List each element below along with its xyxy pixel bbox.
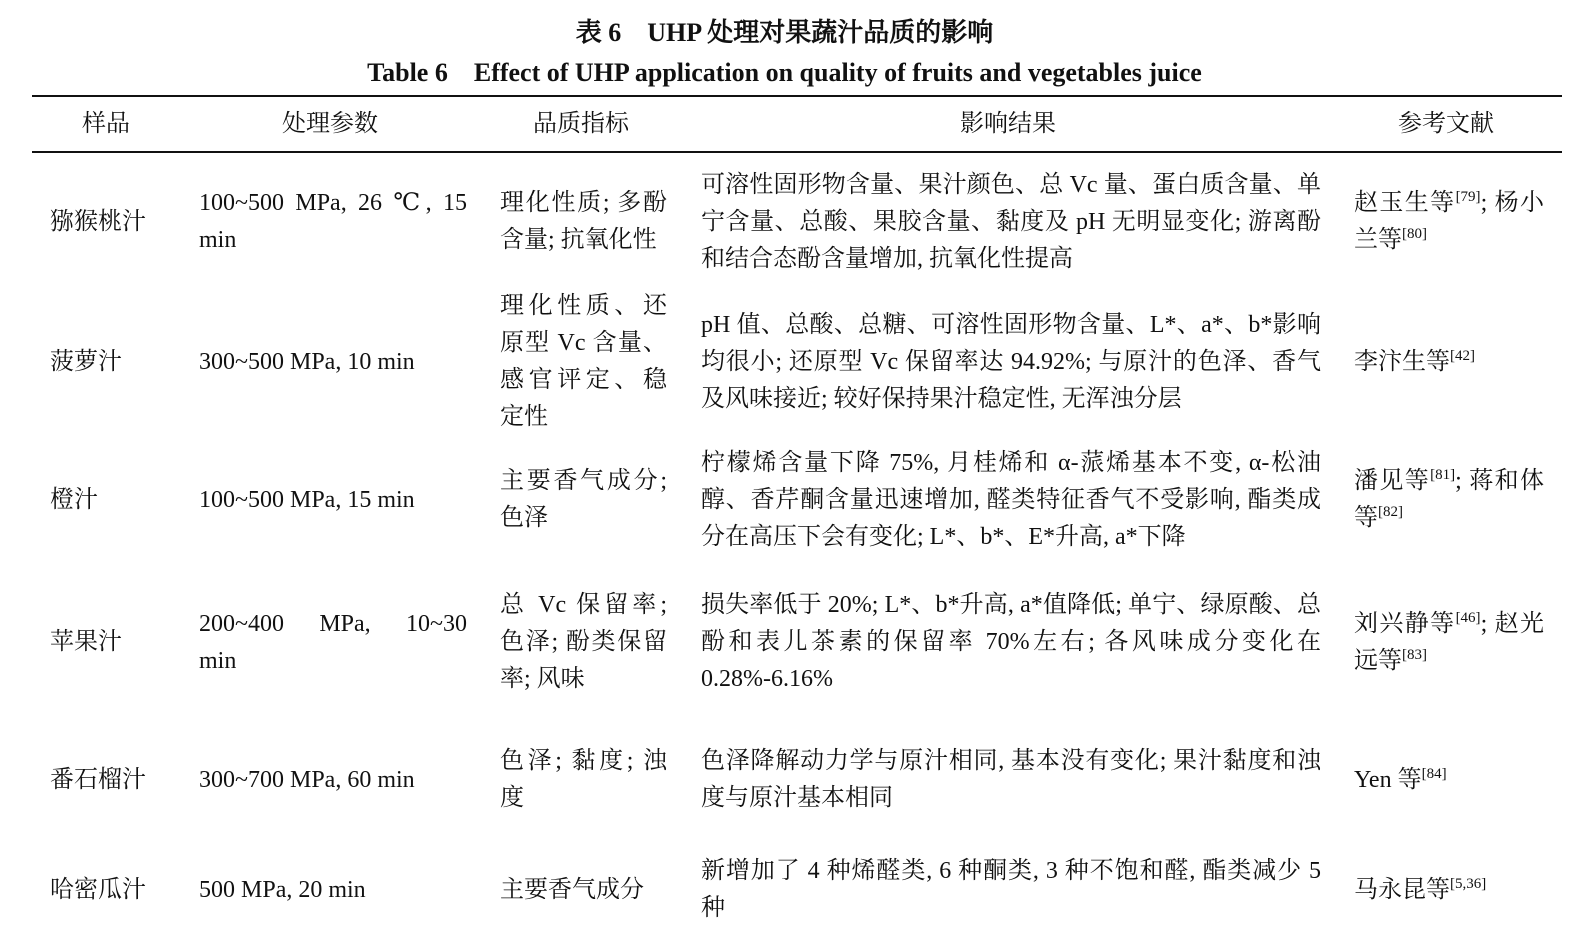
reference-author: Yen 等	[1354, 766, 1422, 793]
reference-cell	[1354, 606, 1544, 680]
sample-cell: 番石榴汁	[50, 766, 146, 793]
reference-author: 刘兴静等	[1354, 610, 1456, 637]
reference-cell	[1354, 762, 1544, 799]
indicators-cell: 总 Vc 保留率; 色泽; 酚类保留率; 风味	[500, 592, 667, 692]
indicators-cell: 主要香气成分; 色泽	[500, 468, 667, 531]
citation-number: [79]	[1455, 189, 1481, 205]
sample-cell: 苹果汁	[50, 629, 122, 655]
citation-number: [83]	[1402, 646, 1427, 663]
table-caption-chinese: 表 6 UHP 处理对果蔬汁品质的影响	[575, 18, 994, 47]
citation-number: [42]	[1450, 347, 1475, 364]
table-row	[0, 845, 1569, 935]
citation-number: [81]	[1430, 467, 1456, 483]
reference-cell	[1354, 872, 1544, 909]
sample-cell: 猕猴桃汁	[50, 208, 146, 235]
table-row	[0, 152, 1569, 292]
reference-author: 赵玉生等	[1354, 190, 1456, 216]
reference-author: 赵光远等	[1354, 610, 1545, 674]
sample-cell: 菠萝汁	[50, 348, 122, 375]
citation-number: [46]	[1455, 609, 1481, 626]
reference-author: 马永昆等	[1354, 876, 1450, 903]
citation-number: [5,36]	[1450, 875, 1487, 892]
indicators-cell: 主要香气成分	[500, 876, 644, 903]
header-params: 处理参数	[282, 110, 378, 137]
citation-number: [84]	[1421, 765, 1447, 782]
separator: ;	[1455, 468, 1470, 494]
params-cell: 100~500 MPa, 26 ℃, 15 min	[199, 190, 467, 253]
results-cell: 新增加了 4 种烯醛类, 6 种酮类, 3 种不饱和醛, 酯类减少 5 种	[701, 858, 1321, 921]
results-cell: 损失率低于 20%; L*、b*升高, a*值降低; 单宁、绿原酸、总酚和表儿茶素的保留率 70%左右; 各风味成分变化在 0.28%-6.16%	[701, 592, 1321, 692]
table-caption-english: Table 6 Effect of UHP application on quality of fruits and vegetables juice	[367, 58, 1202, 87]
reference-author: 李汴生等	[1354, 348, 1450, 375]
header-sample: 样品	[82, 110, 130, 137]
table-row	[0, 715, 1569, 845]
header-results: 影响结果	[960, 110, 1056, 137]
citation-number: [80]	[1402, 226, 1427, 242]
params-cell: 300~700 MPa, 60 min	[199, 766, 415, 793]
reference-cell	[1354, 463, 1544, 537]
params-cell: 500 MPa, 20 min	[199, 876, 366, 903]
reference-author: 蒋和体等	[1354, 468, 1545, 531]
params-cell: 300~500 MPa, 10 min	[199, 348, 415, 375]
table-row	[0, 570, 1569, 715]
indicators-cell: 理化性质、还原型 Vc 含量、感官评定、稳定性	[500, 293, 667, 430]
results-cell: 色泽降解动力学与原汁相同, 基本没有变化; 果汁黏度和浊度与原汁基本相同	[701, 748, 1321, 811]
header-references: 参考文献	[1398, 110, 1494, 137]
sample-cell: 橙汁	[50, 486, 98, 513]
reference-cell	[1354, 185, 1544, 259]
reference-author: 杨小兰等	[1354, 190, 1545, 253]
table-row	[0, 430, 1569, 570]
table-header	[0, 97, 1569, 151]
indicators-cell: 色泽; 黏度; 浊度	[500, 748, 667, 811]
params-cell: 200~400 MPa, 10~30 min	[199, 610, 467, 674]
citation-number: [82]	[1378, 504, 1403, 520]
table-row	[0, 292, 1569, 432]
results-cell: 柠檬烯含量下降 75%, 月桂烯和 α-蒎烯基本不变, α-松油醇、香芹酮含量迅速增加, 醛类特征香气不受影响, 酯类成分在高压下会有变化; L*、b*、E*升高, a*下降	[701, 449, 1321, 550]
header-indicators: 品质指标	[533, 110, 629, 137]
params-cell: 100~500 MPa, 15 min	[199, 486, 415, 513]
separator: ;	[1480, 190, 1495, 216]
results-cell: 可溶性固形物含量、果汁颜色、总 Vc 量、蛋白质含量、单宁含量、总酸、果胶含量、黏度及 pH 无明显变化; 游离酚和结合态酚含量增加, 抗氧化性提高	[701, 171, 1321, 272]
separator: ;	[1480, 610, 1495, 637]
results-cell: pH 值、总酸、总糖、可溶性固形物含量、L*、a*、b*影响均很小; 还原型 Vc 保留率达 94.92%; 与原汁的色泽、香气及风味接近; 较好保持果汁稳定性, 无浑浊分层	[701, 311, 1321, 412]
indicators-cell: 理化性质; 多酚含量; 抗氧化性	[500, 190, 667, 253]
sample-cell: 哈密瓜汁	[50, 876, 146, 903]
reference-author: 潘见等	[1354, 468, 1431, 494]
reference-cell	[1354, 344, 1544, 381]
